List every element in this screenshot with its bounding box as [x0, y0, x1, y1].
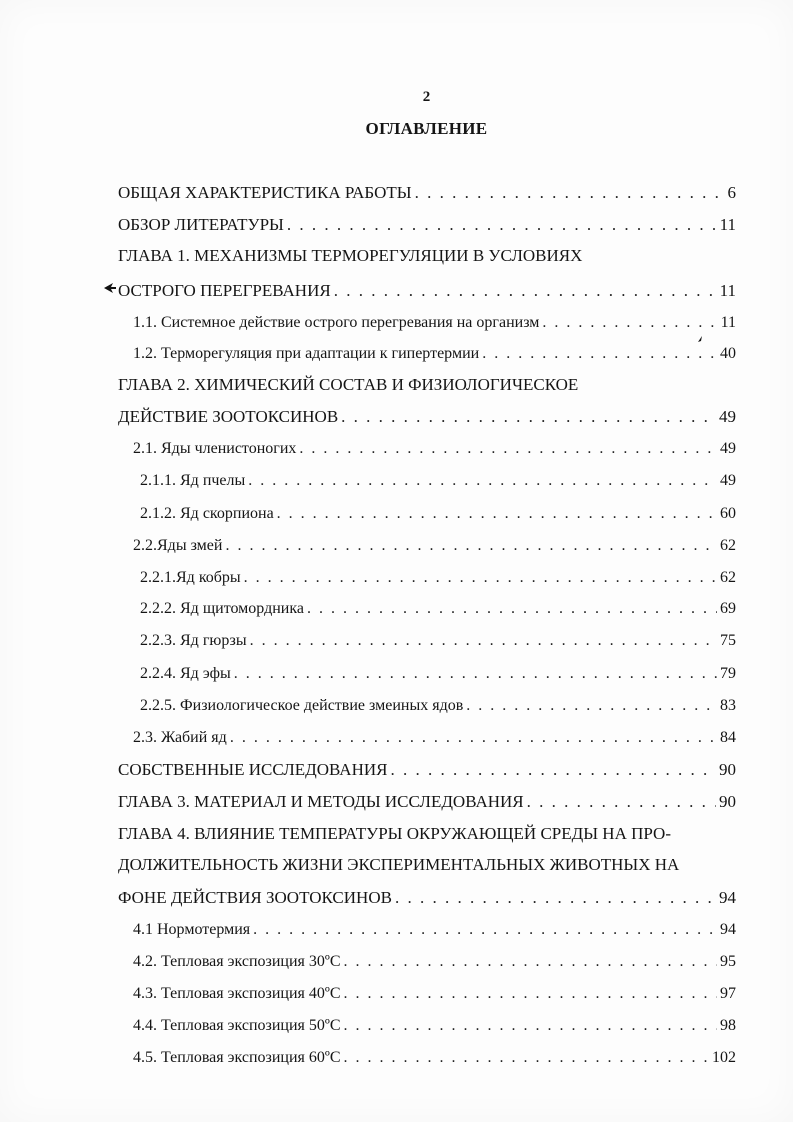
toc-entry — [133, 982, 736, 1006]
toc-entry-text: 4.1 Нормотермия — [133, 921, 251, 938]
toc-entry — [133, 342, 736, 366]
toc-leader-dots — [299, 437, 717, 461]
toc-entry-heading-line — [118, 244, 736, 268]
toc-entry-text: 2.3. Жабий яд — [133, 729, 227, 746]
toc-entry — [118, 181, 736, 205]
toc-entry-text: 4.5. Тепловая экспозиция 60ºС — [133, 1049, 341, 1066]
toc-entry-page: 94 — [719, 888, 736, 907]
toc-entry-heading-line — [118, 373, 736, 397]
toc-entry — [140, 469, 736, 493]
toc-leader-dots — [253, 918, 717, 942]
toc-entry-text: 2.2.1.Яд кобры — [140, 569, 241, 586]
toc-entry-text: 2.2.3. Яд гюрзы — [140, 632, 247, 649]
toc-leader-dots — [307, 597, 717, 621]
toc-leader-dots — [466, 694, 717, 718]
toc-entry — [133, 534, 736, 558]
toc-entry — [133, 726, 736, 750]
toc-entry-page: 62 — [720, 537, 736, 554]
toc-entry-heading-line — [118, 853, 736, 877]
toc-entry-page: 49 — [720, 472, 736, 489]
toc-leader-dots — [277, 502, 717, 526]
toc-entry — [140, 502, 736, 526]
toc-title: ОГЛАВЛЕНИЕ — [365, 119, 488, 138]
toc-entry — [118, 758, 736, 782]
toc-leader-dots — [248, 469, 717, 493]
toc-entry — [140, 694, 736, 718]
toc-entry-text: 1.2. Терморегуляция при адаптации к гипертермии — [133, 345, 480, 362]
toc-entry — [140, 566, 736, 590]
toc-entry-page: 95 — [720, 953, 736, 970]
toc-entry-text: ГЛАВА 1. МЕХАНИЗМЫ ТЕРМОРЕГУЛЯЦИИ В УСЛОВИЯХ — [118, 246, 583, 265]
toc-entry-text: 1.1. Системное действие острого перегревания на организм — [133, 314, 540, 331]
toc-entry-text: ОСТРОГО ПЕРЕГРЕВАНИЯ — [118, 281, 331, 300]
toc-entry-page: 79 — [720, 665, 736, 682]
toc-leader-dots — [542, 311, 717, 335]
toc-entry-text: ГЛАВА 2. ХИМИЧЕСКИЙ СОСТАВ И ФИЗИОЛОГИЧЕСКОЕ — [118, 375, 579, 394]
toc-entry-page: 69 — [720, 600, 736, 617]
toc-leader-dots — [344, 982, 717, 1006]
toc-leader-dots — [287, 213, 717, 237]
toc-entry — [133, 1014, 736, 1038]
toc-entry — [133, 1046, 736, 1070]
toc-leader-dots — [334, 279, 717, 303]
toc-entry-text: ОБЩАЯ ХАРАКТЕРИСТИКА РАБОТЫ — [118, 183, 412, 202]
toc-entry — [118, 405, 736, 429]
toc-entry-page: 62 — [720, 569, 736, 586]
toc-entry — [140, 662, 736, 686]
toc-leader-dots — [344, 950, 717, 974]
toc-entry-text: 4.3. Тепловая экспозиция 40ºС — [133, 985, 341, 1002]
toc-entry-page: 6 — [727, 183, 736, 202]
toc-entry-page: 90 — [719, 760, 736, 779]
toc-entry-text: 2.1.2. Яд скорпиона — [140, 505, 274, 522]
page-number: 2 — [422, 89, 431, 105]
toc-entry-text: 2.2.Яды змей — [133, 537, 223, 554]
toc-entry-page: 49 — [720, 440, 736, 457]
toc-entry-text: 2.1. Яды членистоногих — [133, 440, 297, 457]
toc-entry-page: 11 — [720, 314, 736, 331]
scan-mark-arrow-icon — [103, 282, 117, 294]
toc-entry-page: 102 — [712, 1049, 736, 1066]
toc-entry-page: 97 — [720, 985, 736, 1002]
toc-leader-dots — [341, 405, 716, 429]
toc-leader-dots — [527, 790, 716, 814]
toc-entry-text: ДЕЙСТВИЕ ЗООТОКСИНОВ — [118, 407, 339, 426]
toc-entry — [133, 311, 736, 335]
toc-leader-dots — [244, 566, 717, 590]
toc-entry-text: ДОЛЖИТЕЛЬНОСТЬ ЖИЗНИ ЭКСПЕРИМЕНТАЛЬНЫХ ЖИВОТНЫХ НА — [118, 855, 680, 874]
toc-entry-text: 4.2. Тепловая экспозиция 30ºС — [133, 953, 341, 970]
toc-leader-dots — [250, 629, 717, 653]
toc-entry-page: 11 — [719, 281, 736, 300]
toc-entry — [133, 437, 736, 461]
toc-entry-page: 75 — [720, 632, 736, 649]
toc-leader-dots — [230, 726, 717, 750]
toc-entry-page: 90 — [719, 792, 736, 811]
toc-entry-page: 98 — [720, 1017, 736, 1034]
toc-entry-page: 83 — [720, 697, 736, 714]
toc-leader-dots — [415, 181, 725, 205]
scan-mark-tick-icon — [697, 336, 703, 343]
toc-leader-dots — [344, 1046, 709, 1070]
toc-entry-text: 2.2.4. Яд эфы — [140, 665, 231, 682]
toc-leader-dots — [482, 342, 717, 366]
toc-entry-page: 94 — [720, 921, 736, 938]
toc-entry-heading-line — [118, 822, 736, 846]
toc-entry — [140, 597, 736, 621]
toc-entry-page: 84 — [720, 729, 736, 746]
toc-entry — [118, 213, 736, 237]
toc-entry-text: 4.4. Тепловая экспозиция 50ºС — [133, 1017, 341, 1034]
toc-entry-page: 11 — [719, 215, 736, 234]
toc-leader-dots — [344, 1014, 717, 1038]
toc-entry-text: 2.2.5. Физиологическое действие змеиных ядов — [140, 697, 464, 714]
toc-entry — [118, 790, 736, 814]
toc-entry-page: 40 — [720, 345, 736, 362]
toc-entry-text: 2.1.1. Яд пчелы — [140, 472, 246, 489]
toc-entry-text: СОБСТВЕННЫЕ ИССЛЕДОВАНИЯ — [118, 760, 388, 779]
toc-entry — [133, 950, 736, 974]
toc-leader-dots — [395, 886, 716, 910]
toc-entry — [140, 629, 736, 653]
toc-leader-dots — [234, 662, 717, 686]
toc-entry-text: ОБЗОР ЛИТЕРАТУРЫ — [118, 215, 284, 234]
toc-entry — [133, 918, 736, 942]
toc-entry-text: ФОНЕ ДЕЙСТВИЯ ЗООТОКСИНОВ — [118, 888, 392, 907]
toc-entry — [118, 886, 736, 910]
toc-leader-dots — [390, 758, 716, 782]
toc-entry-text: ГЛАВА 4. ВЛИЯНИЕ ТЕМПЕРАТУРЫ ОКРУЖАЮЩЕЙ СРЕДЫ НА ПРО- — [118, 824, 671, 843]
toc-entry-page: 60 — [720, 505, 736, 522]
toc-entry-page: 49 — [719, 407, 736, 426]
toc-entry-text: ГЛАВА 3. МАТЕРИАЛ И МЕТОДЫ ИССЛЕДОВАНИЯ — [118, 792, 524, 811]
toc-entry — [118, 279, 736, 303]
toc-entry-text: 2.2.2. Яд щитомордника — [140, 600, 304, 617]
toc-leader-dots — [225, 534, 717, 558]
